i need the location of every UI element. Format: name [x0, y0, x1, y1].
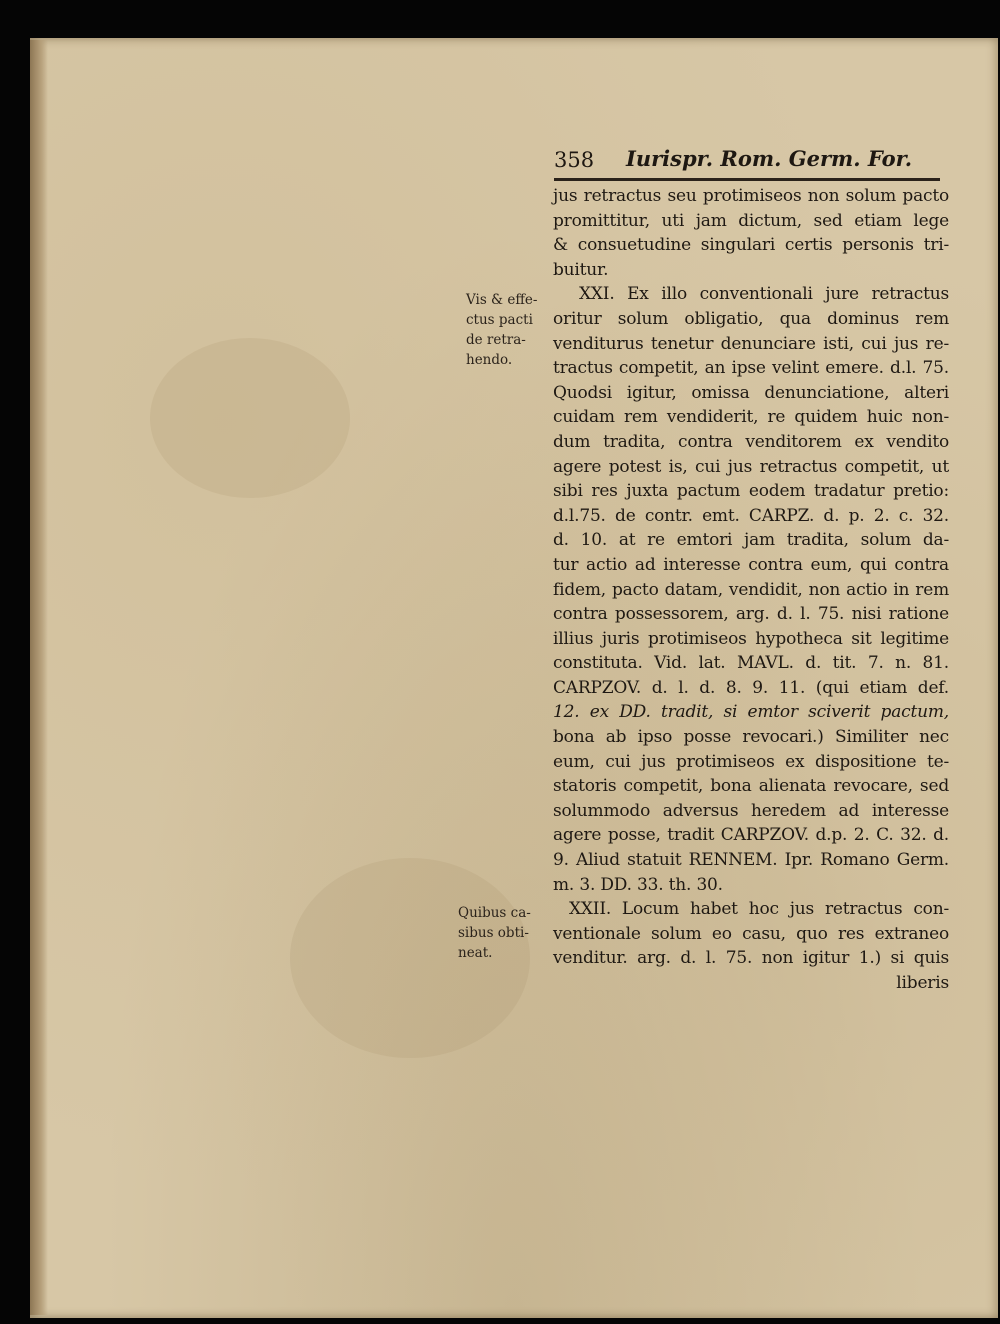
section-xxi-start: XXI. Ex illo conventionali jure retractus [579, 284, 949, 305]
body-text [553, 184, 949, 996]
text-line: tur actio ad interesse contra eum, qui contra [553, 554, 949, 575]
text-line: contra possessorem, arg. d. l. 75. nisi ratione [553, 604, 949, 625]
text-line: buitur. [553, 259, 609, 280]
paper-stain [150, 338, 350, 498]
running-head: Iurispr. Rom. Germ. For. [626, 146, 913, 171]
margin-note-line: Vis & effe- [466, 292, 538, 308]
text-line: solummodo adversus heredem ad interesse [553, 800, 949, 821]
text-line: CARPZOV. d. l. d. 8. 9. 11. (qui etiam def. [553, 677, 949, 698]
text-line: d.l.75. de contr. emt. CARPZ. d. p. 2. c. 32. [553, 505, 949, 526]
text-line: dum tradita, contra venditorem ex vendito [553, 431, 949, 452]
margin-note-line: neat. [458, 945, 493, 961]
text-line: bona ab ipso posse revocari.) Similiter nec [553, 727, 949, 748]
margin-note-line: ctus pacti [466, 312, 533, 328]
text-line: venditur. arg. d. l. 75. non igitur 1.) si quis [553, 948, 949, 969]
page-number: 358 [554, 148, 595, 172]
text-line: cuidam rem vendiderit, re quidem huic non- [553, 407, 949, 428]
text-line: agere potest is, cui jus retractus competit, ut [553, 456, 949, 477]
text-line: illius juris protimiseos hypotheca sit legitime [553, 628, 949, 649]
catchword: liberis [896, 973, 949, 993]
text-line: 9. Aliud statuit RENNEM. Ipr. Romano Germ. [553, 850, 949, 871]
text-line: ventionale solum eo casu, quo res extraneo [553, 923, 949, 944]
page-gutter-edge [30, 40, 48, 1315]
text-line: & consuetudine singulari certis personis tri- [553, 235, 949, 256]
text-line: Quodsi igitur, omissa denunciatione, alteri [553, 382, 949, 403]
margin-note-cases [458, 903, 538, 963]
text-line: m. 3. DD. 33. th. 30. [553, 874, 723, 895]
margin-note-line: hendo. [466, 352, 513, 368]
text-line: agere posse, tradit CARPZOV. d.p. 2. C. 32. d. [553, 825, 949, 846]
text-line: fidem, pacto datam, vendidit, non actio in rem [553, 579, 949, 600]
text-line: promittitur, uti jam dictum, sed etiam lege [553, 210, 949, 231]
text-line: tractus competit, an ipse velint emere. d.l. 75. [553, 358, 949, 379]
text-line: sibi res juxta pactum eodem tradatur pretio: [553, 481, 949, 502]
margin-note-line: de retra- [466, 332, 526, 348]
margin-note-line: sibus obti- [458, 925, 529, 941]
text-line: eum, cui jus protimiseos ex dispositione te- [553, 751, 949, 772]
section-xxii-start: XXII. Locum habet hoc jus retractus con- [569, 899, 949, 920]
margin-note-line: Quibus ca- [458, 905, 531, 921]
text-line: constituta. Vid. lat. MAVL. d. tit. 7. n. 81. [553, 653, 949, 674]
text-line: d. 10. at re emtori jam tradita, solum da- [553, 530, 949, 551]
text-line: venditurus tenetur denunciare isti, cui jus re- [553, 333, 949, 354]
margin-note-effect-of-pact [466, 290, 546, 370]
text-line: 12. ex DD. tradit, si emtor sciverit pactum, [553, 702, 949, 723]
header-rule [554, 178, 940, 181]
text-line: jus retractus seu protimiseos non solum pacto [553, 186, 949, 206]
text-line: oritur solum obligatio, qua dominus rem [553, 308, 949, 329]
text-line: statoris competit, bona alienata revocare, sed [553, 776, 949, 797]
